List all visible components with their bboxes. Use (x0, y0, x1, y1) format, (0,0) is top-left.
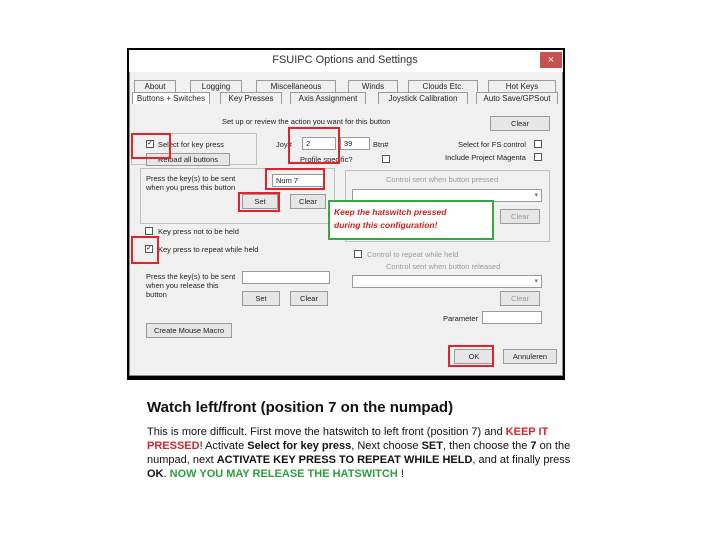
tab-key-presses[interactable]: Key Presses (220, 92, 282, 104)
release-key-field[interactable] (242, 271, 330, 284)
note-line-1: Keep the hatswitch pressed (334, 207, 447, 217)
parameter-field[interactable] (482, 311, 542, 324)
chevron-down-icon: ▾ (534, 192, 538, 199)
select-key-press-checkbox[interactable]: ✓ (147, 140, 153, 147)
control-sent-released-label: Control sent when button released (386, 262, 501, 271)
caption-text: ! Activate (199, 440, 248, 452)
caption-select-key: Select for key press (247, 440, 352, 452)
set-release-button[interactable]: Set (242, 291, 280, 306)
highlight-repeat-held (131, 236, 159, 264)
tab-joystick-calibration[interactable]: Joystick Calibration (378, 92, 468, 104)
tab-logging[interactable]: Logging (190, 80, 242, 92)
clear-top-button[interactable]: Clear (490, 116, 550, 131)
caption-text: ! (397, 468, 404, 480)
control-released-select[interactable] (352, 275, 542, 288)
tab-winds[interactable]: Winds (348, 80, 398, 92)
caption-text: . (163, 468, 170, 480)
control-sent-pressed-label: Control sent when button pressed (386, 175, 499, 184)
highlight-select-key-press (131, 133, 171, 159)
clear-control-pressed-button[interactable]: Clear (500, 209, 540, 224)
clear-key-button[interactable]: Clear (290, 194, 326, 209)
tab-axis-assignment[interactable]: Axis Assignment (290, 92, 366, 104)
joy-number-field[interactable]: 2 (302, 137, 336, 150)
highlight-set-button (238, 192, 280, 212)
instruction-text: Set up or review the action you want for this button (222, 117, 391, 126)
tab-miscellaneous[interactable]: Miscellaneous (256, 80, 336, 92)
select-fs-control-checkbox[interactable] (534, 140, 542, 148)
caption-text: , Next choose (351, 440, 422, 452)
press-keys-label: Press the key(s) to be sent when you press this button (146, 174, 236, 192)
window-title: FSUIPC Options and Settings (272, 54, 418, 66)
caption-seven: 7 (530, 440, 537, 452)
caption-keep-pressed: KEEP IT PRESSED (147, 426, 549, 452)
include-project-magenta-checkbox[interactable] (534, 153, 542, 161)
highlight-ok-button (448, 345, 494, 367)
set-button[interactable]: Set (242, 194, 278, 209)
caption-ok: OK (147, 468, 164, 480)
tab-hot-keys[interactable]: Hot Keys (488, 80, 556, 92)
caption-activate-repeat: ACTIVATE KEY PRESS TO REPEAT WHILE HELD (216, 454, 473, 466)
tab-about[interactable]: About (134, 80, 176, 92)
key-repeat-held-label: Key press to repeat while held (158, 245, 259, 254)
tab-buttons-switches[interactable]: Buttons + Switches (132, 92, 210, 104)
joy-label: Joy# (276, 140, 292, 149)
create-mouse-macro-button[interactable]: Create Mouse Macro (146, 323, 232, 338)
caption-set: SET (421, 440, 443, 452)
select-fs-control-label: Select for FS control (458, 140, 526, 149)
cancel-button[interactable]: Annuleren (503, 349, 557, 364)
note-line-2: during this configuration! (334, 220, 438, 230)
caption-text: , and at finally press (472, 454, 571, 466)
parameter-bottom-label: Parameter (443, 314, 479, 323)
caption-text: This is more difficult. First move the hatswitch to left front (position 7) and (147, 426, 506, 438)
key-sequence-field[interactable]: Num 7 (272, 174, 324, 187)
btn-label: Btn# (373, 140, 389, 149)
press-release-label: Press the key(s) to be sent when you release this button (146, 272, 236, 299)
highlight-key-field (265, 168, 325, 190)
clear-control-released-button[interactable]: Clear (500, 291, 540, 306)
caption-text: on the numpad, next (147, 440, 571, 466)
caption-body (147, 425, 577, 481)
chevron-down-icon: ▾ (534, 278, 538, 285)
reload-all-buttons[interactable]: Reload all buttons (146, 153, 230, 166)
control-repeat-held-label: Control to repeat while held (367, 250, 459, 259)
caption-heading: Watch left/front (position 7 on the numpad) (147, 399, 454, 416)
select-key-press-label: Select for key press (158, 140, 224, 149)
close-button[interactable]: × (540, 52, 562, 68)
profile-specific-label: Profile specific? (300, 155, 353, 164)
caption-release: NOW YOU MAY RELEASE THE HATSWITCH (169, 468, 398, 480)
caption-text: , then choose the (442, 440, 531, 452)
clear-release-button[interactable]: Clear (290, 291, 328, 306)
include-project-magenta-label: Include Project Magenta (445, 153, 526, 162)
tab-auto-save[interactable]: Auto Save/GPSout (476, 92, 558, 104)
button-number-field[interactable]: 39 (340, 137, 370, 150)
ok-button[interactable]: OK (454, 349, 494, 364)
control-repeat-held-checkbox[interactable] (354, 250, 362, 258)
profile-specific-checkbox[interactable] (382, 155, 390, 163)
key-not-held-label: Key press not to be held (158, 227, 239, 236)
highlight-joy-number (288, 127, 340, 164)
key-repeat-held-checkbox[interactable]: ✓ (146, 245, 152, 252)
key-not-held-checkbox[interactable] (145, 227, 153, 235)
tab-clouds[interactable]: Clouds Etc. (408, 80, 478, 92)
